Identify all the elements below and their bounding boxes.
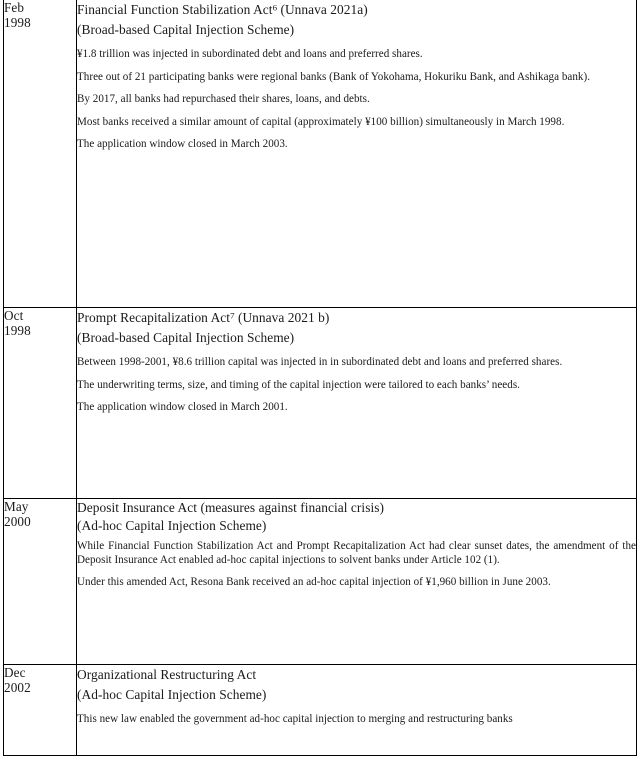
footnote-marker[interactable]: 7 xyxy=(230,310,235,321)
body-paragraph: Most banks received a similar amount of capital (approximately ¥100 billion) simultaneously in March 1998. xyxy=(77,115,565,128)
body-paragraph: Between 1998-2001, ¥8.6 trillion capital was injected in in subordinated debt and loans and preferred shares. xyxy=(77,356,563,369)
date-month: May xyxy=(4,499,29,514)
content-cell xyxy=(77,308,637,499)
table-body xyxy=(4,0,637,756)
timeline-table xyxy=(3,0,637,756)
date-year: 2000 xyxy=(4,514,31,530)
date-month: Dec xyxy=(4,665,26,680)
content-cell xyxy=(77,499,637,665)
date-year: 2002 xyxy=(4,680,31,696)
act-title: Organizational Restructuring Act xyxy=(77,667,257,682)
date-year: 1998 xyxy=(4,323,31,339)
act-title: Financial Function Stabilization Act xyxy=(77,2,273,17)
act-heading xyxy=(77,308,636,328)
body-paragraph: The application window closed in March 2003. xyxy=(77,138,288,151)
date-cell xyxy=(4,0,77,308)
table-row xyxy=(4,0,637,308)
act-heading xyxy=(77,499,636,517)
content-cell xyxy=(77,665,637,756)
body-paragraph: ¥1.8 trillion was injected in subordinated debt and loans and preferred shares. xyxy=(77,48,423,61)
date-month: Feb xyxy=(4,0,25,15)
scheme-heading: (Ad-hoc Capital Injection Scheme) xyxy=(77,518,267,534)
date-cell xyxy=(4,499,77,665)
table-row xyxy=(4,499,637,665)
table-row xyxy=(4,665,637,756)
table-row xyxy=(4,308,637,499)
body-paragraph: The application window closed in March 2001. xyxy=(77,401,288,414)
date-month: Oct xyxy=(4,308,24,323)
content-cell xyxy=(77,0,637,308)
scheme-heading: (Broad-based Capital Injection Scheme) xyxy=(77,22,295,38)
body-paragraph: This new law enabled the government ad-hoc capital injection to merging and restructuring banks xyxy=(77,713,513,726)
act-citation: (Unnava 2021 b) xyxy=(234,310,330,325)
scheme-heading: (Broad-based Capital Injection Scheme) xyxy=(77,330,295,346)
body-paragraph: By 2017, all banks had repurchased their shares, loans, and debts. xyxy=(77,93,370,106)
act-heading xyxy=(77,665,636,685)
act-title: Prompt Recapitalization Act xyxy=(77,310,231,325)
scheme-heading: (Ad-hoc Capital Injection Scheme) xyxy=(77,687,267,703)
date-cell xyxy=(4,665,77,756)
act-heading xyxy=(77,0,636,20)
body-paragraph: Under this amended Act, Resona Bank received an ad-hoc capital injection of ¥1,960 billion in June 2003. xyxy=(77,576,551,589)
body-paragraph: The underwriting terms, size, and timing of the capital injection were tailored to each banks’ needs. xyxy=(77,378,520,391)
date-cell xyxy=(4,308,77,499)
footnote-marker[interactable]: 6 xyxy=(272,2,278,13)
body-paragraph: While Financial Function Stabilization Act and Prompt Recapitalization Act had clear sunset dates, the amendment of the Deposit Insurance Act enabled ad-hoc capital injections to solvent banks under Article 102 (1). xyxy=(77,540,636,566)
body-paragraph: Three out of 21 participating banks were regional banks (Bank of Yokohama, Hokuriku Bank, and Ashikaga bank). xyxy=(77,70,590,83)
act-citation: (Unnava 2021a) xyxy=(277,2,368,17)
date-year: 1998 xyxy=(4,15,31,31)
act-title: Deposit Insurance Act (measures against financial crisis) xyxy=(77,500,385,515)
